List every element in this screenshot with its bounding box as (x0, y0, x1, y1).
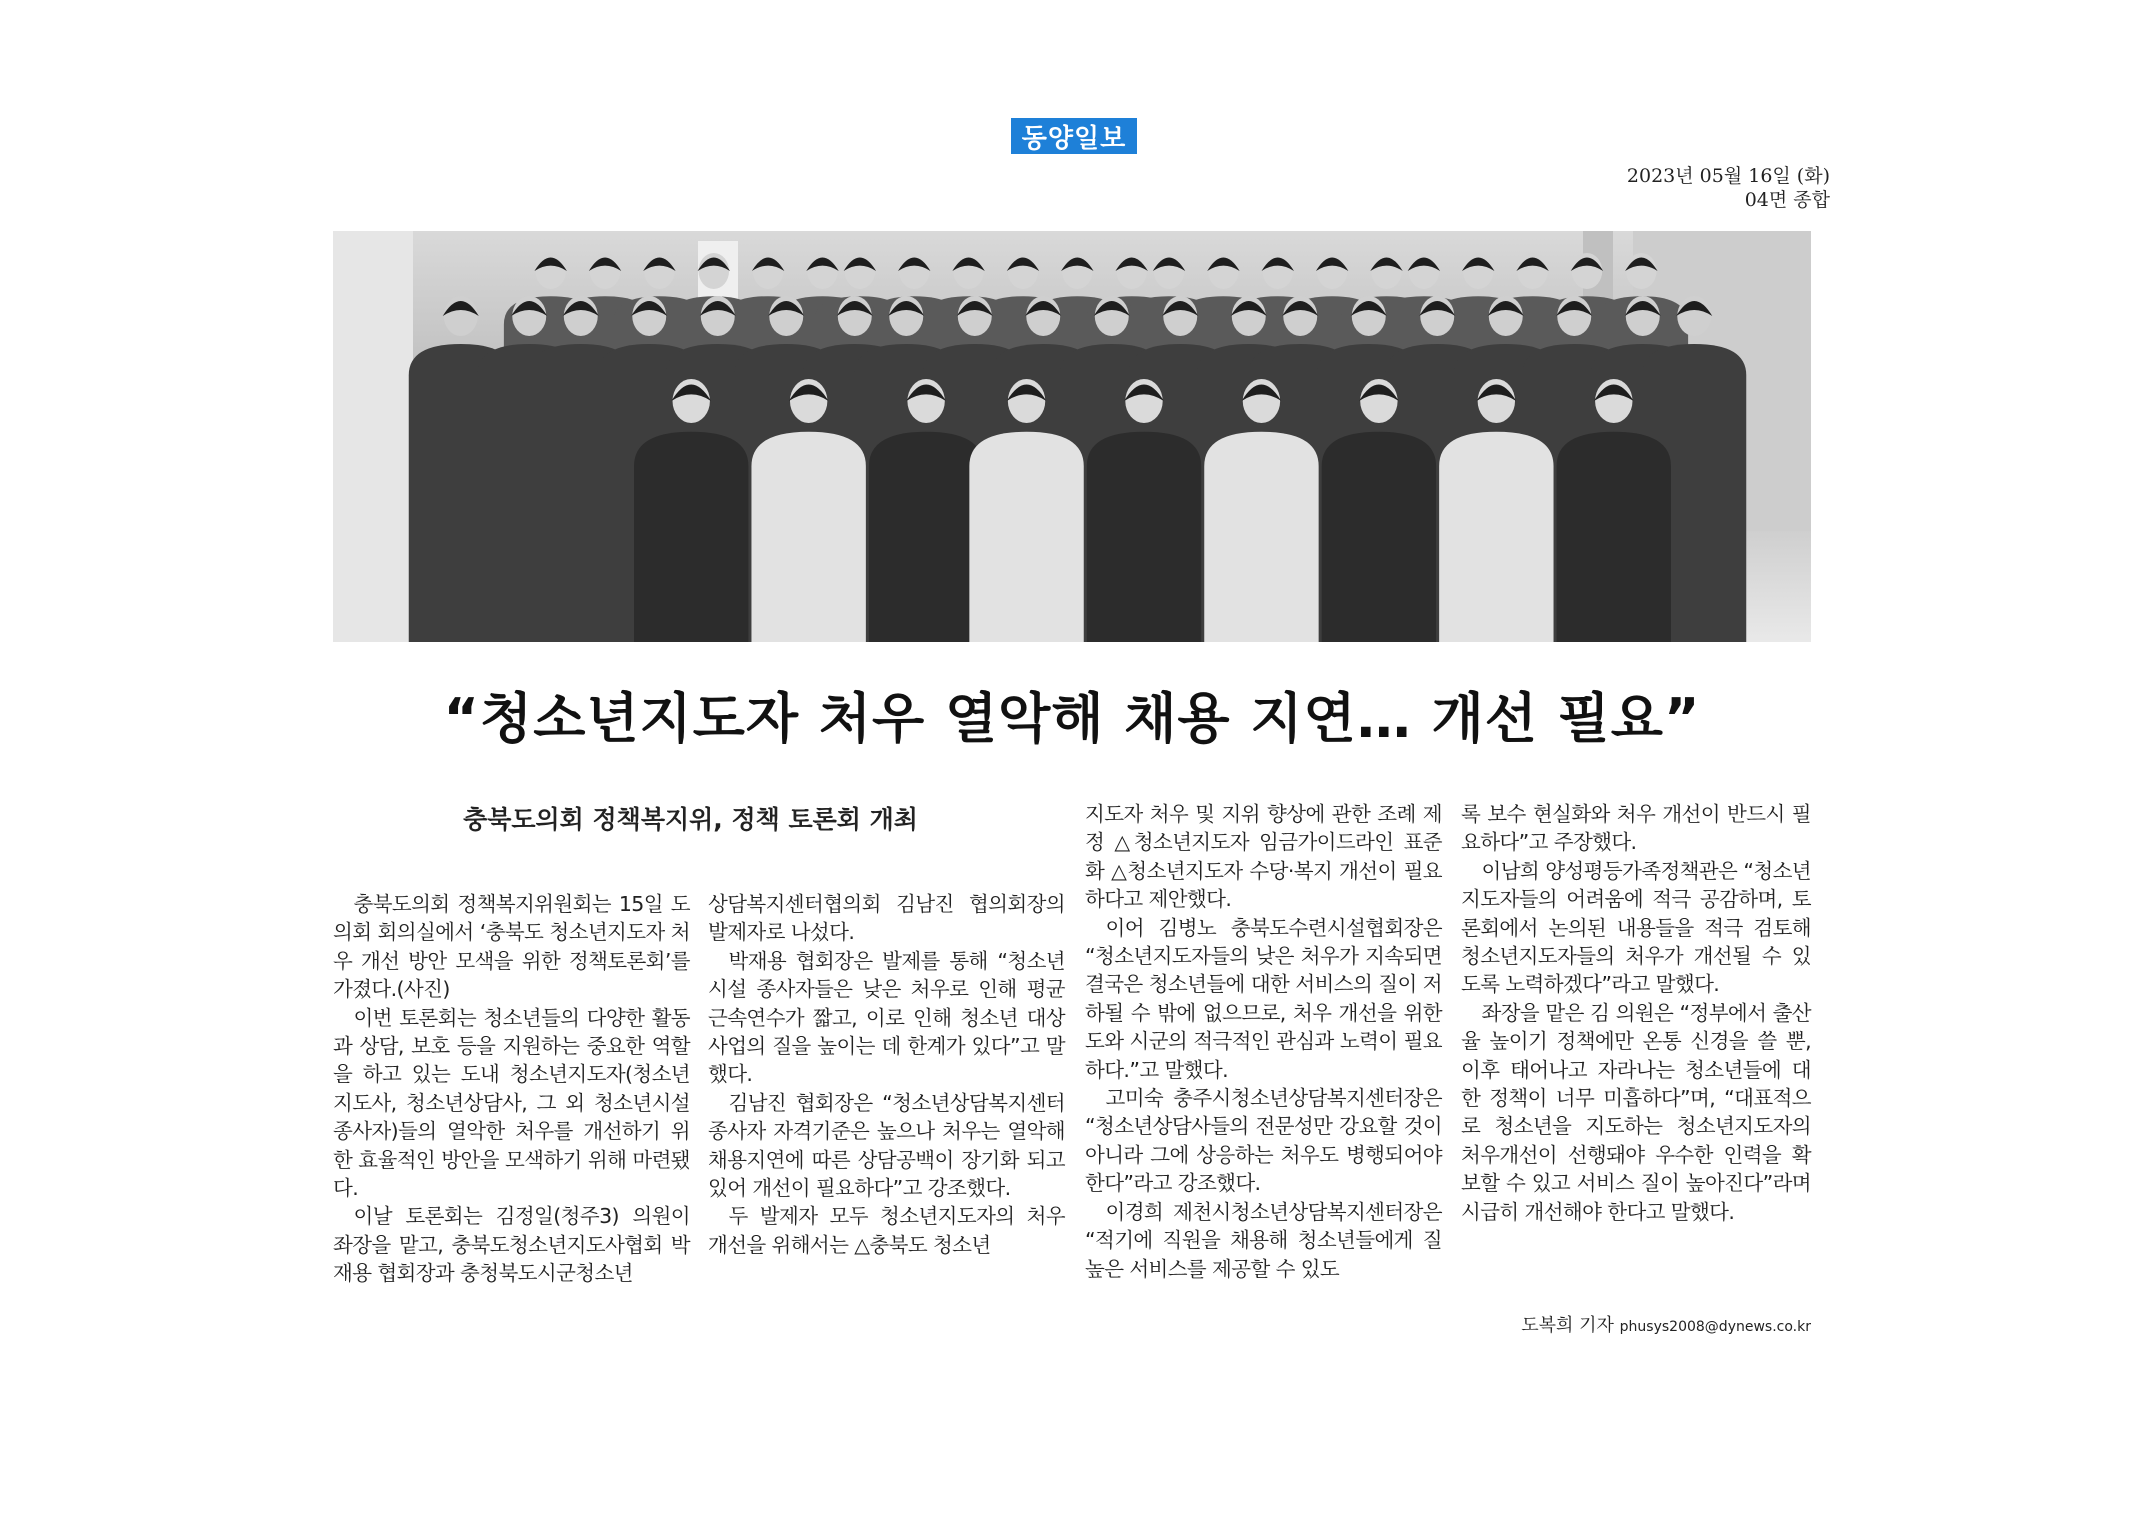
paragraph: 박재용 협회장은 발제를 통해 “청소년시설 종사자들은 낮은 처우로 인해 평균 근속연수가 짧고, 이로 인해 청소년 대상 사업의 질을 높이는 데 한계가 있다”고 말했다. (708, 948, 1065, 1087)
paragraph: 김남진 협회장은 “청소년상담복지센터 종사자 자격기준은 높으나 처우는 열악해 채용지연에 따른 상담공백이 장기화 되고 있어 개선이 필요하다”고 강조했다. (708, 1090, 1065, 1201)
paragraph: 이날 토론회는 김정일(청주3) 의원이 좌장을 맡고, 충북도청소년지도사협회 박재용 협회장과 충청북도시군청소년 (333, 1204, 690, 1286)
person-body (1557, 432, 1671, 642)
person-body (969, 432, 1083, 642)
person-body (1322, 432, 1436, 642)
person-body (1204, 432, 1318, 642)
article-column-3 (1085, 800, 1442, 1350)
group-photo-icon (333, 231, 1811, 642)
article-column-2 (708, 890, 1065, 1350)
paragraph: 상담복지센터협의회 김남진 협의회장의 발제자로 나섰다. (708, 892, 1065, 945)
paragraph: 충북도의회 정책복지위원회는 15일 도의회 회의실에서 ‘충북도 청소년지도자 처우 개선 방안 모색을 위한 정책토론회’를 가졌다.(사진) (333, 892, 690, 1002)
person-body (751, 432, 865, 642)
person-body (1087, 432, 1201, 642)
paragraph: 이남희 양성평등가족정책관은 “청소년지도자들의 어려움에 적극 공감하며, 토론회에서 논의된 내용들을 적극 검토해 청소년지도자들의 처우가 개선될 수 있도록 노력하겠다”라고 말했다. (1461, 858, 1811, 997)
article-headline: “청소년지도자 처우 열악해 채용 지연… 개선 필요” (443, 687, 1701, 750)
byline (1461, 1311, 1811, 1337)
person-body (1439, 432, 1553, 642)
page-section: 04면 종합 (1744, 189, 1830, 211)
reporter-email: phusys2008@dynews.co.kr (1619, 1319, 1811, 1335)
paragraph: 고미숙 충주시청소년상담복지센터장은 “청소년상담사들의 전문성만 강요할 것이 아니라 그에 상응하는 처우도 병행되어야 한다”라고 강조했다. (1085, 1086, 1442, 1196)
paragraph: 이어 김병노 충북도수련시설협회장은 “청소년지도자들의 낮은 처우가 지속되면 결국은 청소년들에 대한 서비스의 질이 저하될 수 밖에 없으므로, 처우 개선을 위한 도와 시군의 적극적인 관심과 노력이 필요하다.”고 말했다. (1085, 915, 1442, 1082)
article-column-4 (1461, 800, 1811, 1320)
paragraph: 지도자 처우 및 지위 향상에 관한 조례 제정 △청소년지도자 임금가이드라인 표준화 △청소년지도자 수당·복지 개선이 필요하다고 제안했다. (1085, 802, 1442, 912)
person-body (869, 432, 983, 642)
paragraph: 좌장을 맡은 김 의원은 “정부에서 출산율 높이기 정책에만 온통 신경을 쓸 뿐, 이후 태어나고 자라나는 청소년들에 대한 정책이 너무 미흡하다”며, “대표적으로 청소년을 지도하는 청소년지도자의 처우개선이 선행돼야 우수한 인력을 확보할 수 있고 서비스 질이 높아진다”라며 시급히 개선해야 한다고 말했다. (1461, 1000, 1811, 1224)
paragraph: 록 보수 현실화와 처우 개선이 반드시 필요하다”고 주장했다. (1461, 802, 1811, 855)
group-photo (333, 231, 1811, 642)
newspaper-masthead: 동양일보 (1011, 118, 1137, 154)
reporter-name: 도복희 기자 (1521, 1315, 1614, 1336)
paragraph: 이번 토론회는 청소년들의 다양한 활동과 상담, 보호 등을 지원하는 중요한 역할을 하고 있는 도내 청소년지도자(청소년지도사, 청소년상담사, 그 외 청소년시설 종사자)들의 열악한 처우를 개선하기 위한 효율적인 방안을 모색하기 위해 마련됐다. (333, 1005, 690, 1201)
dateline (1627, 164, 1830, 212)
article-column-1 (333, 890, 690, 1350)
paragraph: 두 발제자 모두 청소년지도자의 처우 개선을 위해서는 △충북도 청소년 (708, 1204, 1065, 1257)
person-body (634, 432, 748, 642)
article-subheadline: 충북도의회 정책복지위, 정책 토론회 개최 (463, 805, 918, 834)
paragraph: 이경희 제천시청소년상담복지센터장은 “적기에 직원을 채용해 청소년들에게 질 높은 서비스를 제공할 수 있도 (1085, 1199, 1442, 1281)
publish-date: 2023년 05월 16일 (화) (1626, 165, 1830, 187)
